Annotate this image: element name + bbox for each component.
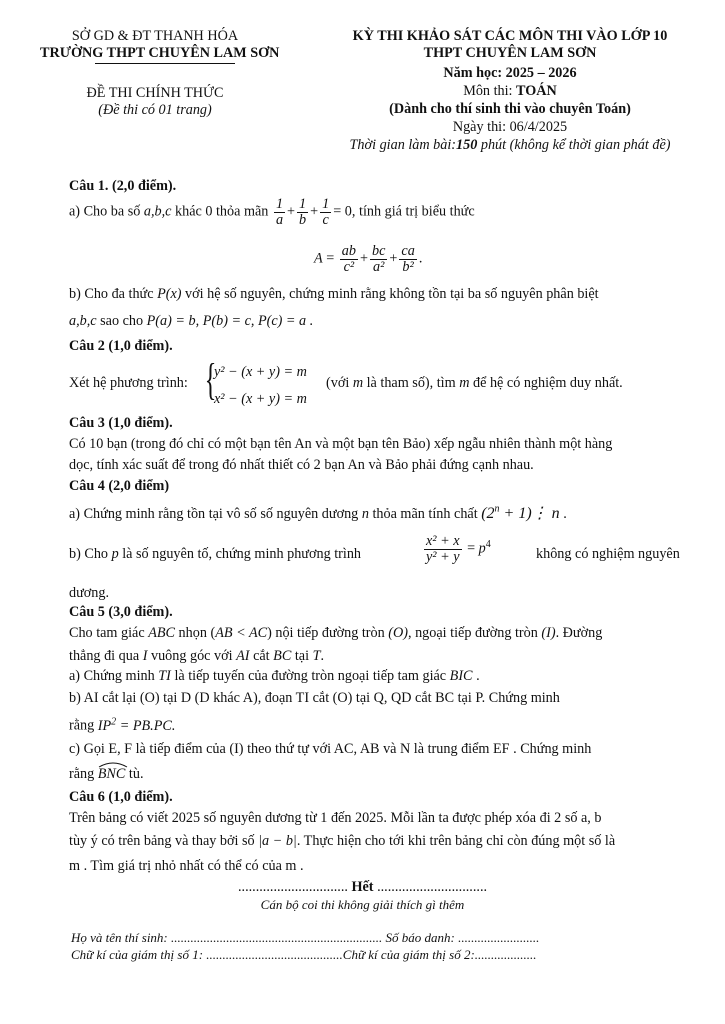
q1-a-line: a) Cho ba số a,b,c khác 0 thỏa mãn $\frac{1}{a}$ + $\frac{1}{b}$ + $\frac{1}{c}$ = 0, tính giá trị biểu thức xyxy=(69,196,475,228)
q1-b-text2: với hệ số nguyên, chứng minh rằng không tồn tại ba số nguyên phân biệt xyxy=(181,286,599,302)
q5-l1e: . Đường xyxy=(555,625,603,641)
q5-c-l2a: rằng xyxy=(69,766,98,782)
subject-label: Môn thi: xyxy=(463,83,517,99)
q4-b-line2: dương. xyxy=(69,585,110,601)
q4-b-equation: $\frac{\text{x² + x}}{\text{y² + y}}$ = $p^4$ xyxy=(426,533,491,565)
q4-title: Câu 4 (2,0 điểm) xyxy=(69,478,170,494)
q5-i: I xyxy=(142,648,148,664)
q2-param-m2: m xyxy=(459,375,470,391)
q5-c-line2 xyxy=(69,766,144,783)
q2-brace: { xyxy=(204,355,217,404)
school-name: TRƯỜNG THPT CHUYÊN LAM SƠN xyxy=(40,45,280,61)
q5-a-line: a) Chứng minh TI là tiếp tuyến của đường tròn ngoại tiếp tam giác BIC . xyxy=(69,668,480,684)
q6-line2 xyxy=(69,833,615,850)
q4-b-text1: b) Cho xyxy=(69,546,112,562)
q1-b-vars: a,b,c xyxy=(69,313,97,329)
q1-b-line1 xyxy=(69,286,599,303)
arc-symbol-icon xyxy=(98,760,128,768)
end-dots-left: ............................... xyxy=(237,879,348,895)
q5-l1d: , ngoại tiếp đường tròn xyxy=(407,625,542,641)
q2-suffix-b: là tham số), tìm xyxy=(363,375,460,391)
q1-a-suffix: , tính giá trị biểu thức xyxy=(351,203,475,220)
q1-title: Câu 1. (2,0 điểm). xyxy=(69,178,177,194)
q5-c-line1: c) Gọi E, F là tiếp điểm của (I) theo thứ tự với AC, AB và N là trung điểm EF . Chứng minh xyxy=(69,741,592,757)
school-year: Năm học: 2025 – 2026 xyxy=(443,65,577,81)
q5-l2b: vuông góc với xyxy=(147,648,237,664)
q1-frac-1c: $\frac{1}{c}$ xyxy=(322,196,330,228)
q2-suffix-a: (với xyxy=(326,375,353,391)
q5-b-l2a: rằng xyxy=(69,717,98,734)
q5-a-text1: a) Chứng minh xyxy=(69,668,159,684)
official-label: ĐỀ THI CHÍNH THỨC xyxy=(86,85,224,101)
q5-angle-bnc: BNC xyxy=(98,766,126,783)
q4-b-p: p xyxy=(111,546,119,562)
exam-school: THPT CHUYÊN LAM SƠN xyxy=(423,45,597,61)
q5-l2c: cắt xyxy=(249,648,274,664)
subject-line xyxy=(330,83,690,100)
q2-param-m: m xyxy=(352,375,364,391)
q5-circle-i: (I) xyxy=(541,625,556,641)
q2-suffix-c: để hệ có nghiệm duy nhất. xyxy=(469,375,623,391)
q6-title: Câu 6 (1,0 điểm). xyxy=(69,789,173,805)
end-dots-right: ............................... xyxy=(377,879,488,895)
q2-suffix xyxy=(326,375,623,392)
q1-a-mid: khác 0 thỏa mãn xyxy=(171,203,272,220)
q5-l1c: ) nội tiếp đường tròn xyxy=(267,625,389,641)
q5-l2a: thẳng đi qua xyxy=(69,648,143,664)
q4-a-line: a) Chứng minh rằng tồn tại vô số số nguyên dương n thỏa mãn tính chất ($2^n$ + 1)⋮ n . xyxy=(69,503,567,522)
q5-abc: ABC xyxy=(148,625,175,641)
q6-line1: Trên bảng có viết 2025 số nguyên dương từ 1 đến 2025. Mỗi lần ta được phép xóa đi 2 số a, b xyxy=(69,810,602,826)
end-word: Hết xyxy=(351,879,374,895)
q5-t: T xyxy=(312,648,321,664)
q4-b-text-left xyxy=(69,546,361,563)
q1-a-prefix: a) Cho ba số xyxy=(69,203,144,220)
q5-bc: BC xyxy=(273,648,292,664)
q3-title: Câu 3 (1,0 điểm). xyxy=(69,415,173,431)
q5-line1 xyxy=(69,625,602,642)
exam-date: Ngày thi: 06/4/2025 xyxy=(452,119,568,135)
q5-b-expr: $IP^2 = PB.PC$. xyxy=(97,716,176,734)
q6-abs: |a − b| xyxy=(258,833,297,849)
pages-note: (Đề thi có 01 trang) xyxy=(98,102,212,118)
q6-l2b: . Thực hiện cho tới khi trên bảng chỉ còn đúng một số là xyxy=(296,833,616,849)
proctor-note: Cán bộ coi thi không giải thích gì thêm xyxy=(260,897,465,912)
q1-a-vars: a,b,c xyxy=(143,203,172,220)
q1-frac-1a: $\frac{1}{a}$ xyxy=(275,196,284,228)
exam-title: KỲ THI KHẢO SÁT CÁC MÔN THI VÀO LỚP 10 xyxy=(352,28,668,44)
time-line xyxy=(325,137,695,154)
q5-l2d: tại xyxy=(291,648,313,664)
candidate-name-line: Họ và tên thí sinh: ................................................................. Số báo danh: ......................... xyxy=(71,930,540,945)
q5-b-line2 xyxy=(69,716,175,735)
q5-ti: TI xyxy=(158,668,171,684)
q6-l2a: tùy ý có trên bảng và thay bởi số xyxy=(69,833,259,849)
q5-c-l2b: tù. xyxy=(125,766,144,782)
q1-b-poly: P(x) xyxy=(157,286,182,302)
q4-b-text3: không có nghiệm nguyên xyxy=(536,546,680,562)
q5-bic: BIC xyxy=(449,668,473,684)
q2-eq1: y² − (x + y) = m xyxy=(214,364,307,380)
q1-b-text1: b) Cho đa thức xyxy=(69,286,158,302)
q1-b-line2 xyxy=(69,313,313,330)
q3-line1: Có 10 bạn (trong đó chỉ có một bạn tên An và một bạn tên Bảo) xếp ngẫu nhiên thành một hàng xyxy=(69,436,613,452)
q5-ab-ac: AB < AC xyxy=(215,625,268,641)
q1-expression: A = $\frac{ab}{\text{c²}}$ + $\frac{bc}{\text{a²}}$ + $\frac{ca}{\text{b²}}$ . xyxy=(314,243,423,275)
end-marker xyxy=(0,879,725,896)
q6-line3: m . Tìm giá trị nhỏ nhất có thể có của m . xyxy=(69,858,304,874)
time-minutes: 150 xyxy=(456,137,478,153)
time-suffix: phút (không kể thời gian phát đề) xyxy=(477,137,671,153)
q5-title: Câu 5 (3,0 điểm). xyxy=(69,604,173,620)
q2-prefix: Xét hệ phương trình: xyxy=(69,375,188,391)
q1-b-mid: sao cho xyxy=(96,313,147,329)
q4-a-expr: ($2^n$ + 1)⋮ n xyxy=(481,503,560,522)
school-dept: SỞ GD & ĐT THANH HÓA xyxy=(71,28,239,44)
q1-frac-1b: $\frac{1}{b}$ xyxy=(299,196,307,228)
q4-a-text2: thỏa mãn tính chất xyxy=(368,506,482,522)
q5-b-line1: b) AI cắt lại (O) tại D (D khác A), đoạn TI cắt (O) tại Q, QD cắt BC tại P. Chứng minh xyxy=(69,690,560,706)
q4-a-n: n xyxy=(361,506,369,522)
target-note: (Dành cho thí sinh thi vào chuyên Toán) xyxy=(389,101,631,117)
q1-b-expr: P(a) = b, P(b) = c, P(c) = a . xyxy=(146,313,314,329)
subject: TOÁN xyxy=(516,83,557,99)
school-underline xyxy=(95,63,235,64)
proctor-signature-line: Chữ kí của giám thị số 1: ..........................................Chữ kí của giám thị số 2:................... xyxy=(71,947,537,962)
q2-title: Câu 2 (1,0 điểm). xyxy=(69,338,173,354)
q4-a-text1: a) Chứng minh rằng tồn tại vô số số nguyên dương xyxy=(69,506,362,522)
q3-line2: dọc, tính xác suất để trong đó nhất thiết có 2 bạn An và Bảo phải đứng cạnh nhau. xyxy=(69,457,534,473)
q5-l1a: Cho tam giác xyxy=(69,625,149,641)
q5-l1b: nhọn ( xyxy=(175,625,216,641)
q5-a-text2: là tiếp tuyến của đường tròn ngoại tiếp tam giác xyxy=(170,668,450,684)
q2-eq2: x² − (x + y) = m xyxy=(214,391,307,407)
q5-ai: AI xyxy=(236,648,250,664)
q5-line2: thẳng đi qua I vuông góc với AI cắt BC tại T. xyxy=(69,648,325,664)
time-prefix: Thời gian làm bài: xyxy=(349,137,457,153)
q4-b-text2: là số nguyên tố, chứng minh phương trình xyxy=(118,546,362,562)
q5-circle-o: (O) xyxy=(388,625,408,641)
